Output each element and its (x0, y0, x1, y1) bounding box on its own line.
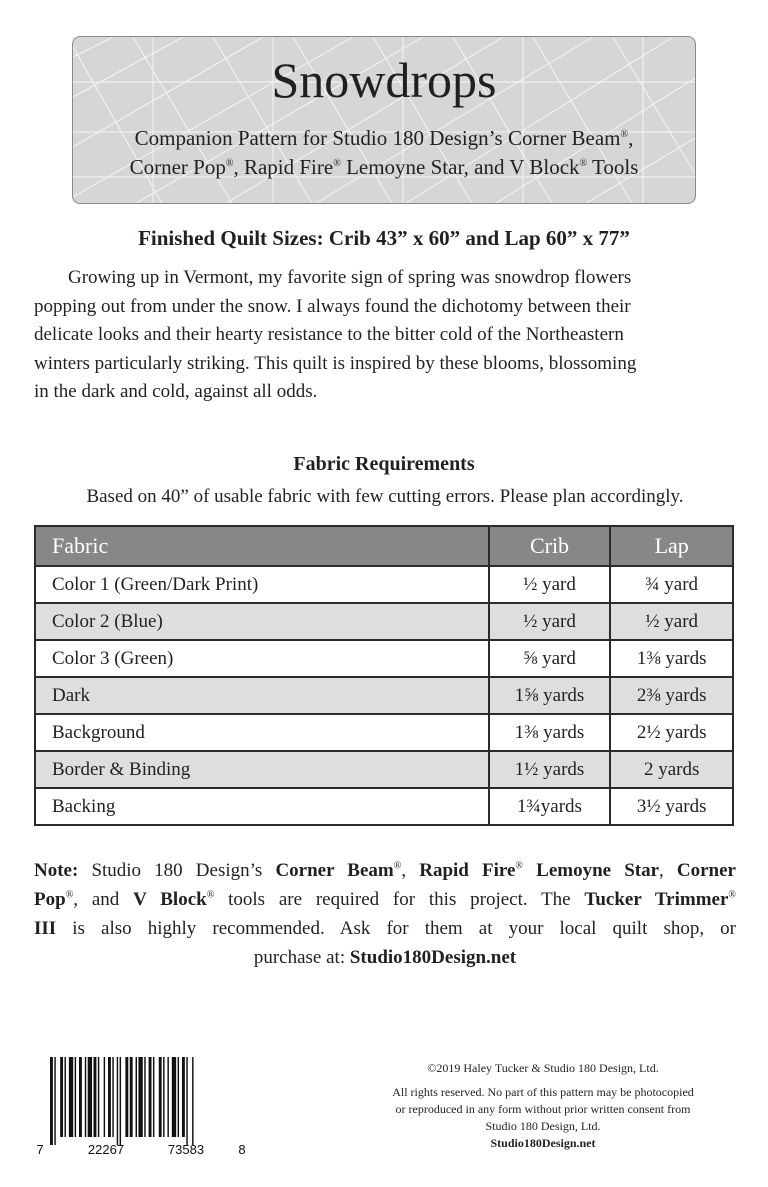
barcode-digits: 22267 (87, 1142, 125, 1157)
table-row (35, 603, 733, 640)
crib-cell: ⅝ yard (489, 640, 611, 677)
barcode-bar (144, 1057, 145, 1137)
barcode-bar (178, 1057, 179, 1137)
crib-cell: 1½ yards (489, 751, 611, 788)
fabric-requirements-table (34, 525, 734, 826)
subtitle-line-1: Companion Pattern for Studio 180 Design’s Corner Beam®, (134, 126, 634, 150)
note-line: Pop®, and V Block® tools are required for this project. The Tucker Trimmer® (34, 889, 736, 910)
crib-cell: ½ yard (489, 566, 611, 603)
lap-cell: ½ yard (610, 603, 733, 640)
rights-line: All rights reserved. No part of this pattern may be photocopied (392, 1085, 694, 1099)
fabric-requirements-heading: Fabric Requirements (293, 453, 475, 475)
barcode-bar (88, 1057, 92, 1137)
intro-line: in the dark and cold, against all odds. (34, 381, 318, 402)
barcode-bar (65, 1057, 66, 1137)
website-link[interactable]: Studio180Design.net (349, 947, 517, 968)
copyright-block (346, 1060, 740, 1152)
lap-cell: 3½ yards (610, 788, 733, 825)
lap-cell: 2½ yards (610, 714, 733, 751)
barcode-digits: 7 (36, 1142, 44, 1157)
barcode-bar (69, 1057, 73, 1137)
barcode-bar (130, 1057, 133, 1137)
crib-cell: ½ yard (489, 603, 611, 640)
barcode-bar (159, 1057, 162, 1137)
table-row (35, 677, 733, 714)
copyright-line: ©2019 Haley Tucker & Studio 180 Design, Ltd. (427, 1061, 659, 1075)
intro-paragraph (34, 264, 736, 407)
lap-cell: 1⅜ yards (610, 640, 733, 677)
barcode-bar (112, 1057, 113, 1137)
intro-line: popping out from under the snow. I always found the dichotomy between their (34, 295, 631, 317)
barcode-bar (172, 1057, 176, 1137)
fabric-cell: Backing (35, 788, 489, 825)
fabric-cell: Color 3 (Green) (35, 640, 489, 677)
note-line: III is also highly recommended. Ask for them at your local quilt shop, or (34, 918, 736, 939)
note-line: Note: Studio 180 Design’s Corner Beam®, Rapid Fire® Lemoyne Star, Corner (34, 860, 736, 881)
barcode-bar (54, 1057, 55, 1145)
barcode-bar (186, 1057, 187, 1145)
barcode-bar (138, 1057, 142, 1137)
barcode-bar (50, 1057, 53, 1145)
fabric-cell: Background (35, 714, 489, 751)
rights-line: Studio 180 Design, Ltd. (485, 1119, 601, 1133)
barcode-bar (85, 1057, 86, 1137)
note-line: purchase at: Studio180Design.net (253, 947, 517, 968)
table-row (35, 751, 733, 788)
subtitle (0, 124, 768, 182)
column-header-fabric: Fabric (35, 526, 489, 566)
barcode-bar (104, 1057, 105, 1137)
website-text: Studio180Design.net (490, 1136, 596, 1150)
barcode-bar (117, 1057, 118, 1145)
upc-barcode (36, 1057, 250, 1157)
barcode-bar (125, 1057, 128, 1137)
fabric-cell: Color 2 (Blue) (35, 603, 489, 640)
barcode-digits: 73583 (167, 1142, 205, 1157)
rights-line: or reproduced in any form without prior written consent from (395, 1102, 691, 1116)
tools-note (34, 856, 736, 972)
pattern-title: Snowdrops (271, 52, 497, 108)
table-header-row (35, 526, 733, 566)
barcode-bar (60, 1057, 63, 1137)
barcode-bars (36, 1057, 250, 1157)
crib-cell: 1¾yards (489, 788, 611, 825)
intro-line: delicate looks and their hearty resistance to the bitter cold of the Northeastern (34, 324, 624, 345)
fabric-cell: Dark (35, 677, 489, 714)
barcode-bar (98, 1057, 99, 1137)
barcode-bar (192, 1057, 193, 1145)
table-row (35, 566, 733, 603)
barcode-bar (79, 1057, 82, 1137)
barcode-bar (108, 1057, 111, 1137)
barcode-bar (75, 1057, 76, 1137)
column-header-lap: Lap (610, 526, 733, 566)
barcode-bar (120, 1057, 121, 1145)
table-row (35, 714, 733, 751)
subtitle-line-2: Corner Pop®, Rapid Fire® Lemoyne Star, and V Block® Tools (129, 155, 639, 179)
column-header-crib: Crib (489, 526, 611, 566)
fabric-requirements-note: Based on 40” of usable fabric with few cutting errors. Please plan accordingly. (86, 486, 684, 507)
lap-cell: ¾ yard (610, 566, 733, 603)
crib-cell: 1⅜ yards (489, 714, 611, 751)
table-row (35, 640, 733, 677)
barcode-bar (153, 1057, 154, 1137)
table-row (35, 788, 733, 825)
barcode-bar (149, 1057, 152, 1137)
barcode-bar (163, 1057, 164, 1137)
finished-quilt-sizes: Finished Quilt Sizes: Crib 43” x 60” and Lap 60” x 77” (138, 226, 630, 250)
lap-cell: 2⅜ yards (610, 677, 733, 714)
fabric-cell: Color 1 (Green/Dark Print) (35, 566, 489, 603)
crib-cell: 1⅝ yards (489, 677, 611, 714)
intro-line: Growing up in Vermont, my favorite sign of spring was snowdrop flowers (68, 267, 632, 288)
barcode-digits: 8 (238, 1142, 246, 1157)
intro-line: winters particularly striking. This quilt is inspired by these blooms, blossoming (34, 352, 637, 374)
lap-cell: 2 yards (610, 751, 733, 788)
fabric-cell: Border & Binding (35, 751, 489, 788)
barcode-bar (136, 1057, 137, 1137)
barcode-bar (94, 1057, 97, 1137)
barcode-bar (167, 1057, 168, 1137)
barcode-bar (182, 1057, 185, 1137)
